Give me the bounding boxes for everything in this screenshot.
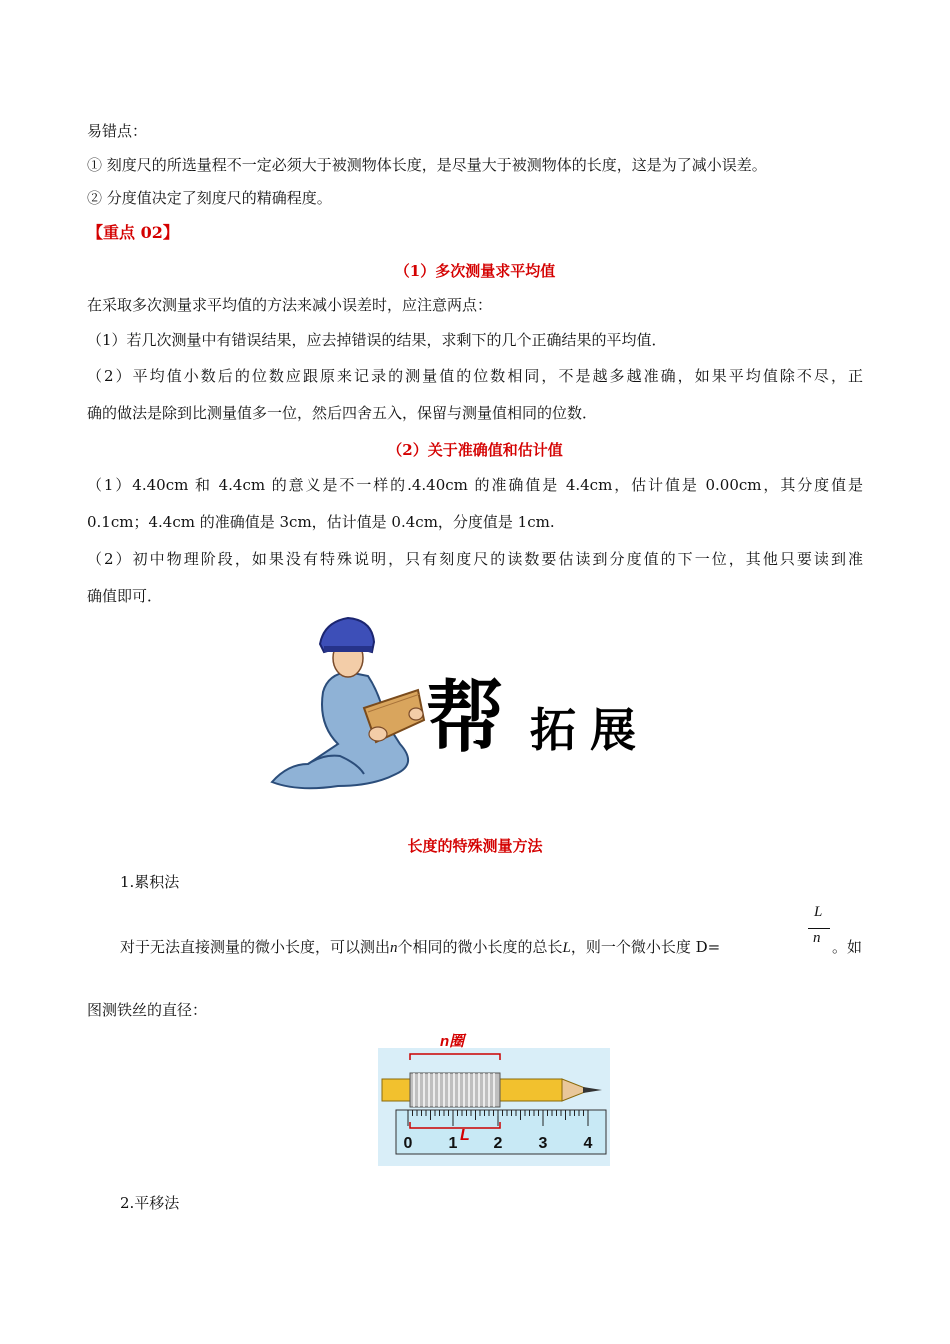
ruler-tick-label: 0 bbox=[403, 1135, 413, 1152]
paragraph: （2）初中物理阶段，如果没有特殊说明，只有刻度尺的读数要估读到分度值的下一位，其他只要读到准 bbox=[87, 550, 863, 568]
mistake-item-2: ② 分度值决定了刻度尺的精确程度。 bbox=[87, 189, 332, 207]
paragraph: （1）若几次测量中有错误结果，应去掉错误的结果，求剩下的几个正确结果的平均值． bbox=[87, 331, 667, 349]
paragraph: 0.1cm；4.4cm 的准确值是 3cm，估计值是 0.4cm，分度值是 1cm. bbox=[87, 513, 555, 531]
ruler-tick-label: 3 bbox=[538, 1135, 548, 1152]
paragraph: 图测铁丝的直径： bbox=[87, 1001, 208, 1019]
mistakes-title: 易错点： bbox=[87, 122, 148, 140]
method-heading-2: 2.平移法 bbox=[120, 1194, 180, 1212]
mistake-item-1: ① 刻度尺的所选量程不一定必须大于被测物体长度，是尽量大于被测物体的长度，这是为了减小误差。 bbox=[87, 156, 767, 174]
coil-count-label: n圈 bbox=[440, 1033, 465, 1050]
fraction-bar bbox=[808, 928, 830, 929]
wire-diameter-figure bbox=[378, 1026, 610, 1166]
ruler-tick-label: 1 bbox=[448, 1135, 458, 1152]
special-methods-title: 长度的特殊测量方法 bbox=[407, 837, 543, 855]
banner-char: 拓 bbox=[530, 703, 576, 757]
key-point-heading: 【重点 02】 bbox=[87, 223, 179, 242]
banner-char-large: 帮 bbox=[426, 672, 505, 763]
paragraph: 确的做法是除到比测量值多一位，然后四舍五入，保留与测量值相同的位数． bbox=[87, 404, 598, 422]
expansion-banner bbox=[268, 614, 658, 796]
method-heading-1: 1.累积法 bbox=[120, 873, 180, 891]
ruler-tick-label: 2 bbox=[493, 1135, 503, 1152]
accumulation-paragraph: 对于无法直接测量的微小长度，可以测出n个相同的微小长度的总长L，则一个微小长度 D= bbox=[120, 938, 721, 956]
paragraph: （1）4.40cm 和 4.4cm 的意义是不一样的.4.40cm 的准确值是 4.4cm，估计值是 0.00cm，其分度值是 bbox=[87, 476, 863, 494]
banner-char: 展 bbox=[590, 703, 636, 757]
scholar-illustration bbox=[272, 618, 424, 788]
paragraph: 在采取多次测量求平均值的方法来减小误差时，应注意两点： bbox=[87, 296, 493, 314]
ruler-tick-label: 4 bbox=[583, 1135, 593, 1152]
section-heading-average: （1）多次测量求平均值 bbox=[394, 262, 556, 280]
fraction-numerator: L bbox=[814, 904, 823, 920]
fraction-denominator: n bbox=[813, 930, 821, 946]
section-heading-accurate-estimate: （2）关于准确值和估计值 bbox=[387, 441, 563, 459]
paragraph: （2）平均值小数后的位数应跟原来记录的测量值的位数相同，不是越多越准确，如果平均值除不尽，正 bbox=[87, 367, 863, 385]
paragraph: 确值即可． bbox=[87, 587, 163, 605]
length-label: L bbox=[460, 1127, 470, 1144]
paragraph-tail: 。如 bbox=[832, 938, 863, 956]
